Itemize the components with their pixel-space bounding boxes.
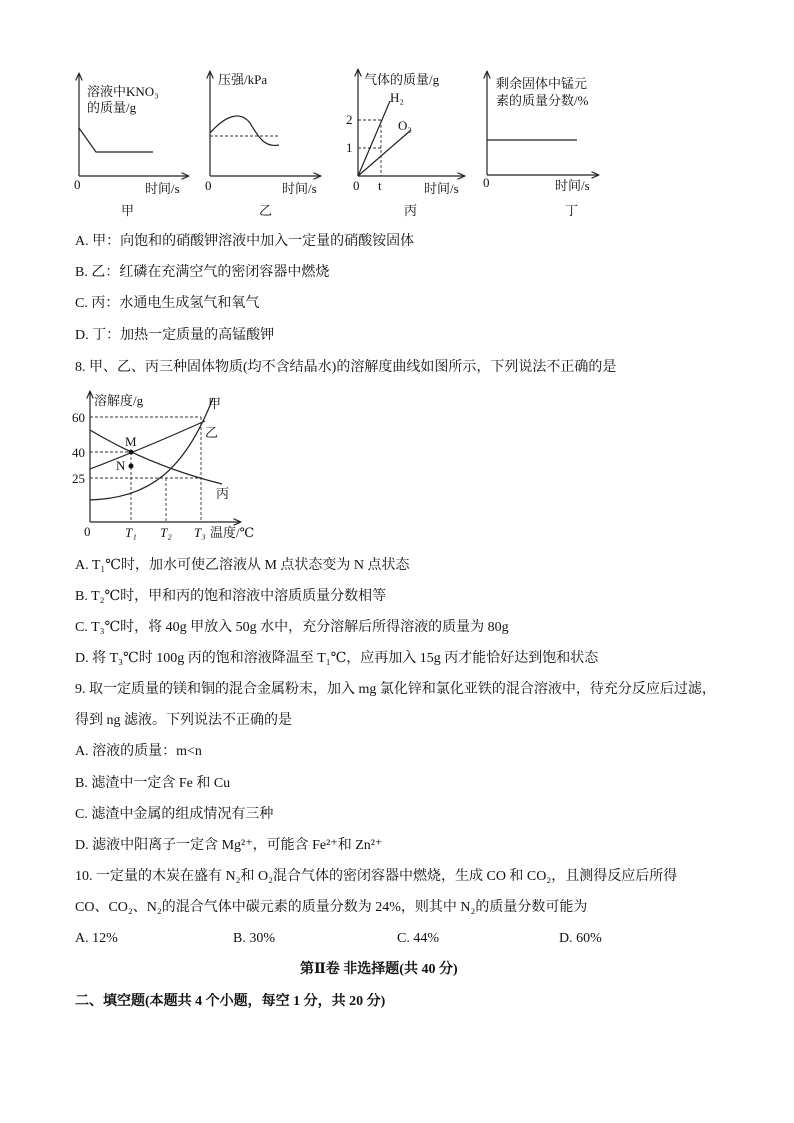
graph-ding-origin: 0	[483, 175, 490, 190]
graph-ding-ylabel-line2: 素的质量分数/%	[496, 93, 589, 108]
q9-option-a: A. 溶液的质量：m<n	[75, 744, 202, 759]
q8-stem: 8. 甲、乙、丙三种固体物质(均不含结晶水)的溶解度曲线如图所示，下列说法不正确的是	[75, 360, 617, 375]
graph-bing-origin: 0	[353, 178, 360, 193]
q8-option-c: C. T₃℃时，将 40g 甲放入 50g 水中，充分溶解后所得溶液的质量为 80g	[75, 620, 509, 635]
graph-jia	[74, 74, 188, 218]
solubility-label-n: N	[116, 458, 126, 473]
solubility-label-m: M	[125, 434, 137, 449]
solubility-label-bing: 丙	[216, 486, 230, 501]
graph-bing-h2-line	[358, 101, 390, 176]
q9-stem-line2: 得到 ng 滤液。下列说法不正确的是	[75, 713, 292, 728]
solubility-xlabel: 温度/℃	[210, 525, 255, 540]
solubility-point-n	[129, 464, 134, 469]
graph-yi-xlabel: 时间/s	[282, 181, 317, 196]
graph-yi-caption: 乙	[259, 203, 273, 218]
q9-option-b: B. 滤渣中一定含 Fe 和 Cu	[75, 776, 231, 791]
q7-option-c: C. 丙：水通电生成氢气和氧气	[75, 296, 260, 311]
q7-option-a: A. 甲：向饱和的硝酸钾溶液中加入一定量的硝酸铵固体	[75, 234, 415, 249]
q10-option-a: A. 12%	[75, 931, 118, 946]
solubility-point-m	[129, 450, 134, 455]
graph-yi-ylabel: 压强/kPa	[218, 72, 268, 87]
graph-ding	[483, 72, 598, 218]
solubility-label-yi: 乙	[205, 425, 219, 440]
graph-bing-xlabel: 时间/s	[424, 181, 459, 196]
graph-jia-ylabel-line2: 的质量/g	[87, 100, 137, 115]
graph-ding-xlabel: 时间/s	[555, 178, 590, 193]
graph-jia-curve	[79, 128, 153, 152]
solubility-tick-t3: T₃	[194, 525, 206, 540]
graph-ding-caption: 丁	[565, 203, 579, 218]
q10-option-d: D. 60%	[559, 931, 602, 946]
graph-bing-tick-2: 2	[346, 112, 353, 127]
graph-bing-o2-label: O₂	[398, 118, 412, 133]
q10-option-b: B. 30%	[233, 931, 275, 946]
q8-option-d: D. 将 T₃℃时 100g 丙的饱和溶液降温至 T₁℃，应再加入 15g 丙才能恰好达到饱和状态	[75, 651, 599, 666]
solubility-curve-jia	[90, 398, 213, 500]
solubility-origin: 0	[84, 524, 91, 539]
graph-bing-caption: 丙	[404, 203, 418, 218]
graph-bing-o2-line	[358, 130, 411, 176]
graph-bing-tick-1: 1	[346, 140, 353, 155]
q10-stem-line1: 10. 一定量的木炭在盛有 N₂和 O₂混合气体的密闭容器中燃烧，生成 CO 和 CO₂，且测得反应后所得	[75, 869, 678, 884]
graph-bing-tick-t: t	[378, 178, 382, 193]
q7-option-b: B. 乙：红磷在充满空气的密闭容器中燃烧	[75, 265, 330, 280]
solubility-tick-t2: T₂	[160, 525, 172, 540]
graph-yi-curve	[210, 116, 279, 145]
graph-jia-xlabel: 时间/s	[145, 181, 180, 196]
q9-option-c: C. 滤渣中金属的组成情况有三种	[75, 807, 274, 822]
graph-yi-origin: 0	[205, 178, 212, 193]
solubility-curve-yi	[90, 421, 205, 469]
graph-jia-caption: 甲	[121, 203, 135, 218]
solubility-tick-25: 25	[72, 471, 85, 486]
q7-option-d: D. 丁：加热一定质量的高锰酸钾	[75, 328, 275, 343]
graph-ding-ylabel-line1: 剩余固体中锰元	[496, 76, 588, 91]
solubility-ylabel: 溶解度/g	[94, 393, 144, 408]
graph-jia-origin: 0	[74, 177, 81, 192]
q9-stem-line1: 9. 取一定质量的镁和铜的混合金属粉末，加入 mg 氯化锌和氯化亚铁的混合溶液中，待充分反应后过滤，	[75, 682, 716, 697]
q8-option-b: B. T₂℃时，甲和丙的饱和溶液中溶质质量分数相等	[75, 589, 387, 604]
solubility-tick-60: 60	[72, 410, 85, 425]
q10-stem-line2: CO、CO₂、N₂的混合气体中碳元素的质量分数为 24%，则其中 N₂的质量分数可能为	[75, 900, 588, 915]
fill-blank-section-title: 二、填空题(本题共 4 个小题，每空 1 分，共 20 分)	[75, 994, 386, 1009]
solubility-curve-bing	[90, 430, 222, 484]
q9-option-d: D. 滤液中阳离子一定含 Mg²⁺，可能含 Fe²⁺和 Zn²⁺	[75, 838, 383, 853]
q10-option-c: C. 44%	[397, 931, 439, 946]
solubility-chart	[72, 392, 254, 540]
graph-bing-ylabel: 气体的质量/g	[364, 72, 440, 87]
graph-jia-ylabel-line1: 溶液中KNO₃	[87, 84, 159, 99]
solubility-label-jia: 甲	[208, 396, 222, 411]
graph-yi	[205, 72, 320, 218]
solubility-tick-t1: T₁	[125, 525, 137, 540]
q8-option-a: A. T₁℃时，加水可使乙溶液从 M 点状态变为 N 点状态	[75, 558, 410, 573]
solubility-tick-40: 40	[72, 445, 85, 460]
graph-bing	[346, 70, 464, 218]
part2-title: 第Ⅱ卷 非选择题(共 40 分)	[300, 962, 458, 977]
graph-bing-h2-label: H₂	[390, 90, 404, 105]
